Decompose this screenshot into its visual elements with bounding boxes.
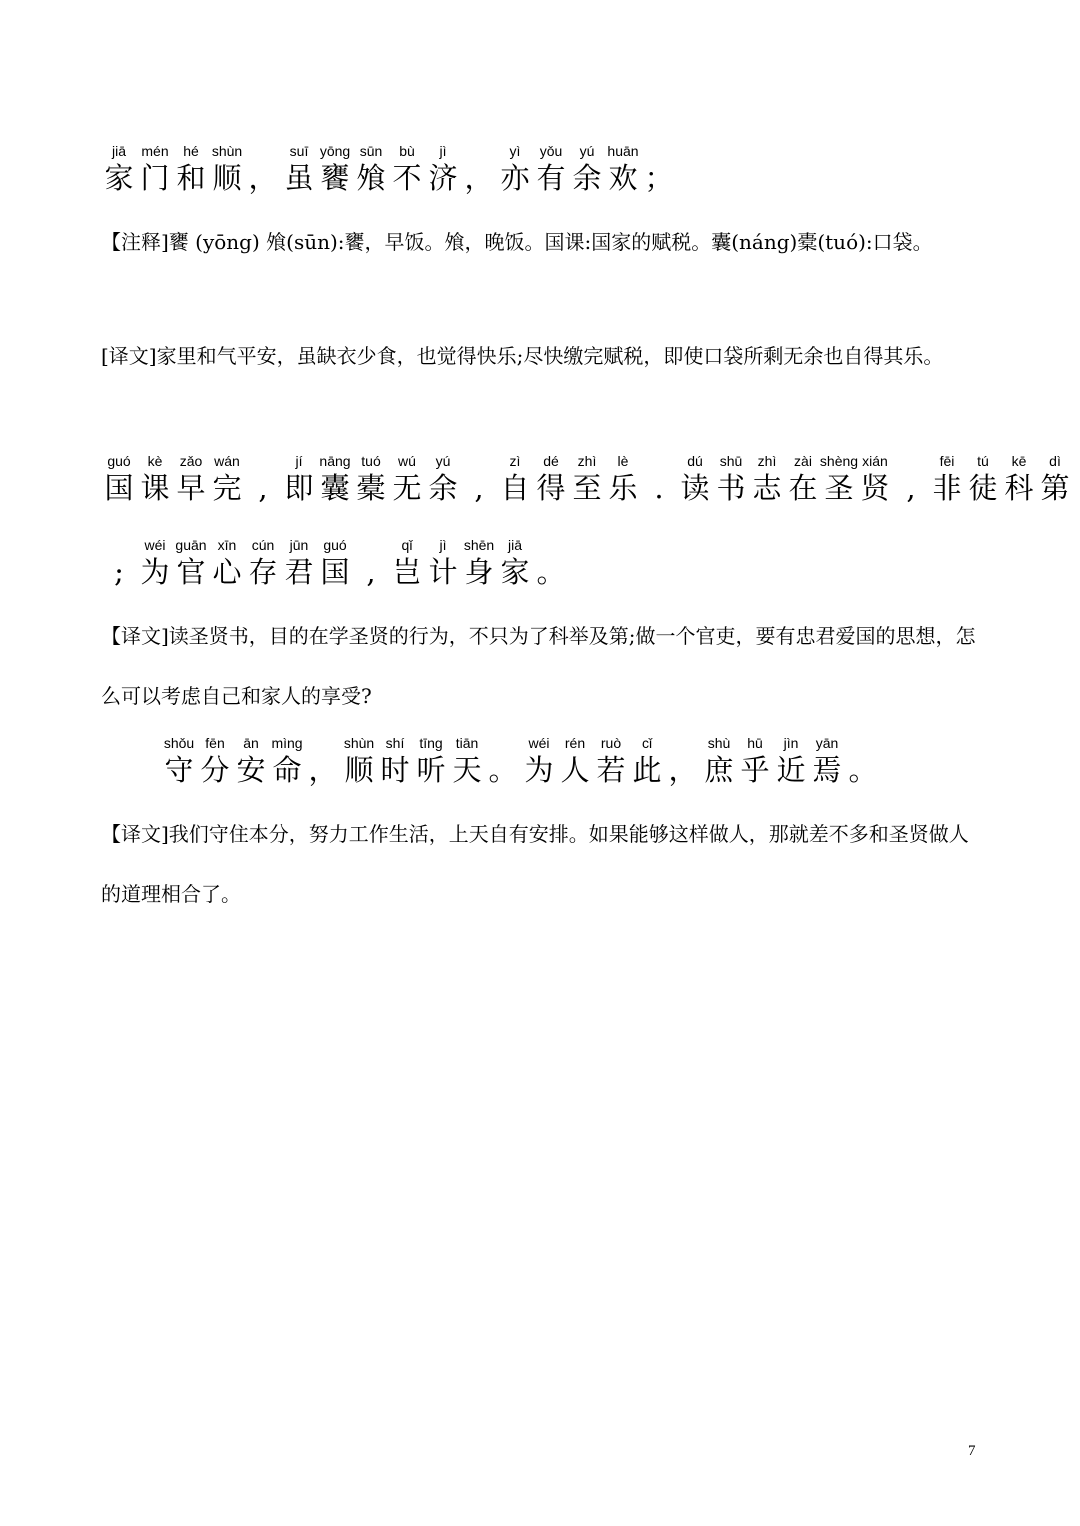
verse-char [281,536,317,590]
pinyin: yǒu [539,143,563,159]
pinyin: yú [579,143,595,159]
hanzi: 时 [380,753,410,787]
hanzi: 心 [212,555,242,589]
pinyin: shùn [211,143,243,159]
verse-char [929,452,965,506]
verse-char [557,734,593,788]
verse-char [197,734,233,788]
verse-char [413,734,449,788]
hanzi: 亦 [500,161,530,195]
pinyin: shùn [343,735,375,751]
hanzi: ， [248,161,278,195]
verse-char [425,142,461,196]
verse-char [641,452,677,506]
pinyin: guān [175,537,207,553]
pinyin: zài [794,453,812,469]
pinyin: nāng [319,453,351,469]
verse-char [893,452,929,506]
pinyin: guó [323,537,347,553]
pinyin: tiān [455,735,479,751]
verse-char [1001,452,1037,506]
hanzi: , [906,471,916,505]
pinyin: jí [295,453,303,469]
hanzi: 不 [392,161,422,195]
verse-char [533,452,569,506]
pinyin: hū [747,735,763,751]
hanzi: 课 [140,471,170,505]
hanzi: 。 [536,555,566,589]
pinyin: jì [439,537,447,553]
pinyin: xián [862,453,888,469]
hanzi: 为 [140,555,170,589]
hanzi: 国 [104,471,134,505]
verse-char [809,734,845,788]
pinyin: shū [719,453,743,469]
verse-char [857,452,893,506]
verse-char [845,734,881,788]
verse-char [161,734,197,788]
verse-char [317,536,353,590]
hanzi: 余 [572,161,602,195]
pinyin: mén [141,143,169,159]
hanzi: 天 [452,753,482,787]
hanzi: 君 [284,555,314,589]
hanzi: 乎 [740,753,770,787]
pinyin: ān [243,735,259,751]
hanzi: 计 [428,555,458,589]
verse-char [281,452,317,506]
hanzi: 门 [140,161,170,195]
pinyin: xīn [217,537,237,553]
hanzi: 有 [536,161,566,195]
verse-char [353,536,389,590]
verse-char [461,452,497,506]
verse-char [389,452,425,506]
verse-char [821,452,857,506]
hanzi: 徒 [968,471,998,505]
hanzi: 守 [164,753,194,787]
verse-char [641,142,677,196]
hanzi: 庶 [704,753,734,787]
pinyin: zì [509,453,521,469]
verse-char [209,452,245,506]
hanzi: 顺 [344,753,374,787]
verse-line-4 [161,734,881,788]
hanzi: 分 [200,753,230,787]
page-number: 7 [968,1443,976,1459]
pinyin: yì [509,143,521,159]
verse-line-3 [101,536,569,590]
verse-char [449,734,485,788]
verse-char [269,734,305,788]
pinyin: shēn [463,537,495,553]
verse-line-1 [101,142,677,196]
verse-char [533,536,569,590]
verse-char [965,452,1001,506]
pinyin: jūn [289,537,309,553]
verse-char [173,142,209,196]
verse-char [377,734,413,788]
hanzi: , [474,471,484,505]
pinyin: lè [617,453,629,469]
hanzi: 饔 [320,161,350,195]
verse-char [101,142,137,196]
verse-line-2 [101,452,1073,506]
pinyin: fēn [205,735,225,751]
hanzi: 欢 [608,161,638,195]
verse-char [605,452,641,506]
hanzi: 科 [1004,471,1034,505]
verse-char [245,536,281,590]
verse-char [317,452,353,506]
verse-char [101,536,137,590]
hanzi: 至 [572,471,602,505]
hanzi: 圣 [824,471,854,505]
verse-char [173,452,209,506]
pinyin: tú [977,453,989,469]
hanzi: 早 [176,471,206,505]
pinyin: jiā [507,537,522,553]
verse-char [497,142,533,196]
hanzi: 得 [536,471,566,505]
hanzi: . [654,471,664,505]
hanzi: 济 [428,161,458,195]
hanzi: 岂 [392,555,422,589]
hanzi: 。 [488,753,518,787]
hanzi: 无 [392,471,422,505]
pinyin: jiā [111,143,126,159]
pinyin: tīng [419,735,443,751]
verse-char [533,142,569,196]
verse-char [737,734,773,788]
hanzi: 身 [464,555,494,589]
hanzi: , [258,471,268,505]
hanzi: 听 [416,753,446,787]
verse-char [425,536,461,590]
pinyin: zhì [757,453,777,469]
pinyin: hé [183,143,199,159]
hanzi: 囊 [320,471,350,505]
pinyin: dì [1049,453,1061,469]
pinyin: kē [1011,453,1027,469]
pinyin: wéi [528,735,550,751]
verse-char [137,536,173,590]
hanzi: , [366,555,376,589]
hanzi: 自 [500,471,530,505]
pinyin: qǐ [401,537,413,553]
pinyin: fēi [939,453,955,469]
verse-char [629,734,665,788]
hanzi: 命 [272,753,302,787]
hanzi: 近 [776,753,806,787]
hanzi: 此 [632,753,662,787]
verse-char [461,536,497,590]
hanzi: 即 [284,471,314,505]
translation-paragraph-1: [译文]家里和气平安，虽缺衣少食，也觉得快乐;尽快缴完赋税，即使口袋所剩无余也自得其乐。 [101,344,944,368]
pinyin: yōng [319,143,351,159]
hanzi: 和 [176,161,206,195]
hanzi: ， [464,161,494,195]
hanzi: 家 [104,161,134,195]
verse-char [665,734,701,788]
verse-char [425,452,461,506]
verse-char [137,452,173,506]
verse-char [389,142,425,196]
hanzi: 贤 [860,471,890,505]
hanzi: 安 [236,753,266,787]
verse-char [389,536,425,590]
translation-paragraph-3: 【译文]我们守住本分，努力工作生活，上天自有安排。如果能够这样做人，那就差不多和圣贤做人的道理相合了。 [101,822,969,906]
hanzi: 焉 [812,753,842,787]
pinyin: jì [439,143,447,159]
hanzi: 官 [176,555,206,589]
pinyin: zhì [577,453,597,469]
verse-char [569,142,605,196]
verse-char [281,142,317,196]
pinyin: shí [385,735,405,751]
verse-char [785,452,821,506]
hanzi: 飧 [356,161,386,195]
pinyin: yú [435,453,451,469]
verse-char [749,452,785,506]
hanzi: 为 [524,753,554,787]
verse-char [353,142,389,196]
pinyin: ruò [600,735,622,751]
verse-char [677,452,713,506]
hanzi: ， [668,753,698,787]
hanzi: 余 [428,471,458,505]
pinyin: cǐ [641,735,653,751]
hanzi: ； [644,161,674,195]
pinyin: wán [214,453,240,469]
pinyin: cún [251,537,275,553]
hanzi: 在 [788,471,818,505]
verse-char [317,142,353,196]
pinyin: mìng [271,735,303,751]
hanzi: ， [308,753,338,787]
translation-paragraph-2: 【译文]读圣贤书，目的在学圣贤的行为，不只为了科举及第;做一个官吏，要有忠君爱国的思想，怎么可以考虑自己和家人的享受? [101,624,976,708]
pinyin: tuó [361,453,381,469]
hanzi: 人 [560,753,590,787]
pinyin: shèng [819,453,859,469]
hanzi: 若 [596,753,626,787]
verse-char [1037,452,1073,506]
pinyin: jìn [783,735,799,751]
verse-char [353,452,389,506]
verse-char [101,452,137,506]
hanzi: 书 [716,471,746,505]
verse-char [521,734,557,788]
verse-char [173,536,209,590]
hanzi: 国 [320,555,350,589]
hanzi: 乐 [608,471,638,505]
verse-char [593,734,629,788]
hanzi: 完 [212,471,242,505]
hanzi: 家 [500,555,530,589]
verse-char [773,734,809,788]
verse-char [605,142,641,196]
pinyin: suī [289,143,309,159]
pinyin: sūn [359,143,383,159]
hanzi: 虽 [284,161,314,195]
pinyin: shǒu [163,735,195,751]
verse-char [245,142,281,196]
verse-char [137,142,173,196]
verse-char [485,734,521,788]
verse-char [341,734,377,788]
pinyin: shù [707,735,731,751]
verse-char [461,142,497,196]
hanzi: 非 [932,471,962,505]
verse-char [245,452,281,506]
hanzi: 志 [752,471,782,505]
pinyin: rén [564,735,586,751]
verse-char [305,734,341,788]
verse-char [209,142,245,196]
hanzi: 。 [848,753,878,787]
pinyin: zǎo [179,453,203,469]
hanzi: 橐 [356,471,386,505]
pinyin: yān [815,735,839,751]
pinyin: kè [147,453,163,469]
verse-char [233,734,269,788]
pinyin: guó [107,453,131,469]
verse-char [497,536,533,590]
pinyin: bù [399,143,415,159]
verse-char [701,734,737,788]
verse-char [497,452,533,506]
pinyin: dú [687,453,703,469]
verse-char [713,452,749,506]
pinyin: huān [607,143,639,159]
hanzi: 第 [1040,471,1070,505]
annotation-paragraph: 【注释]饔 (yōng) 飧(sūn):饔，早饭。飧，晚饭。国课:国家的赋税。囊(náng)橐(tuó):口袋。 [101,230,933,254]
pinyin: wéi [144,537,166,553]
pinyin: dé [543,453,559,469]
hanzi: 读 [680,471,710,505]
hanzi: 存 [248,555,278,589]
verse-char [569,452,605,506]
verse-char [209,536,245,590]
hanzi: 顺 [212,161,242,195]
pinyin: wú [398,453,416,469]
hanzi: ; [114,555,124,589]
